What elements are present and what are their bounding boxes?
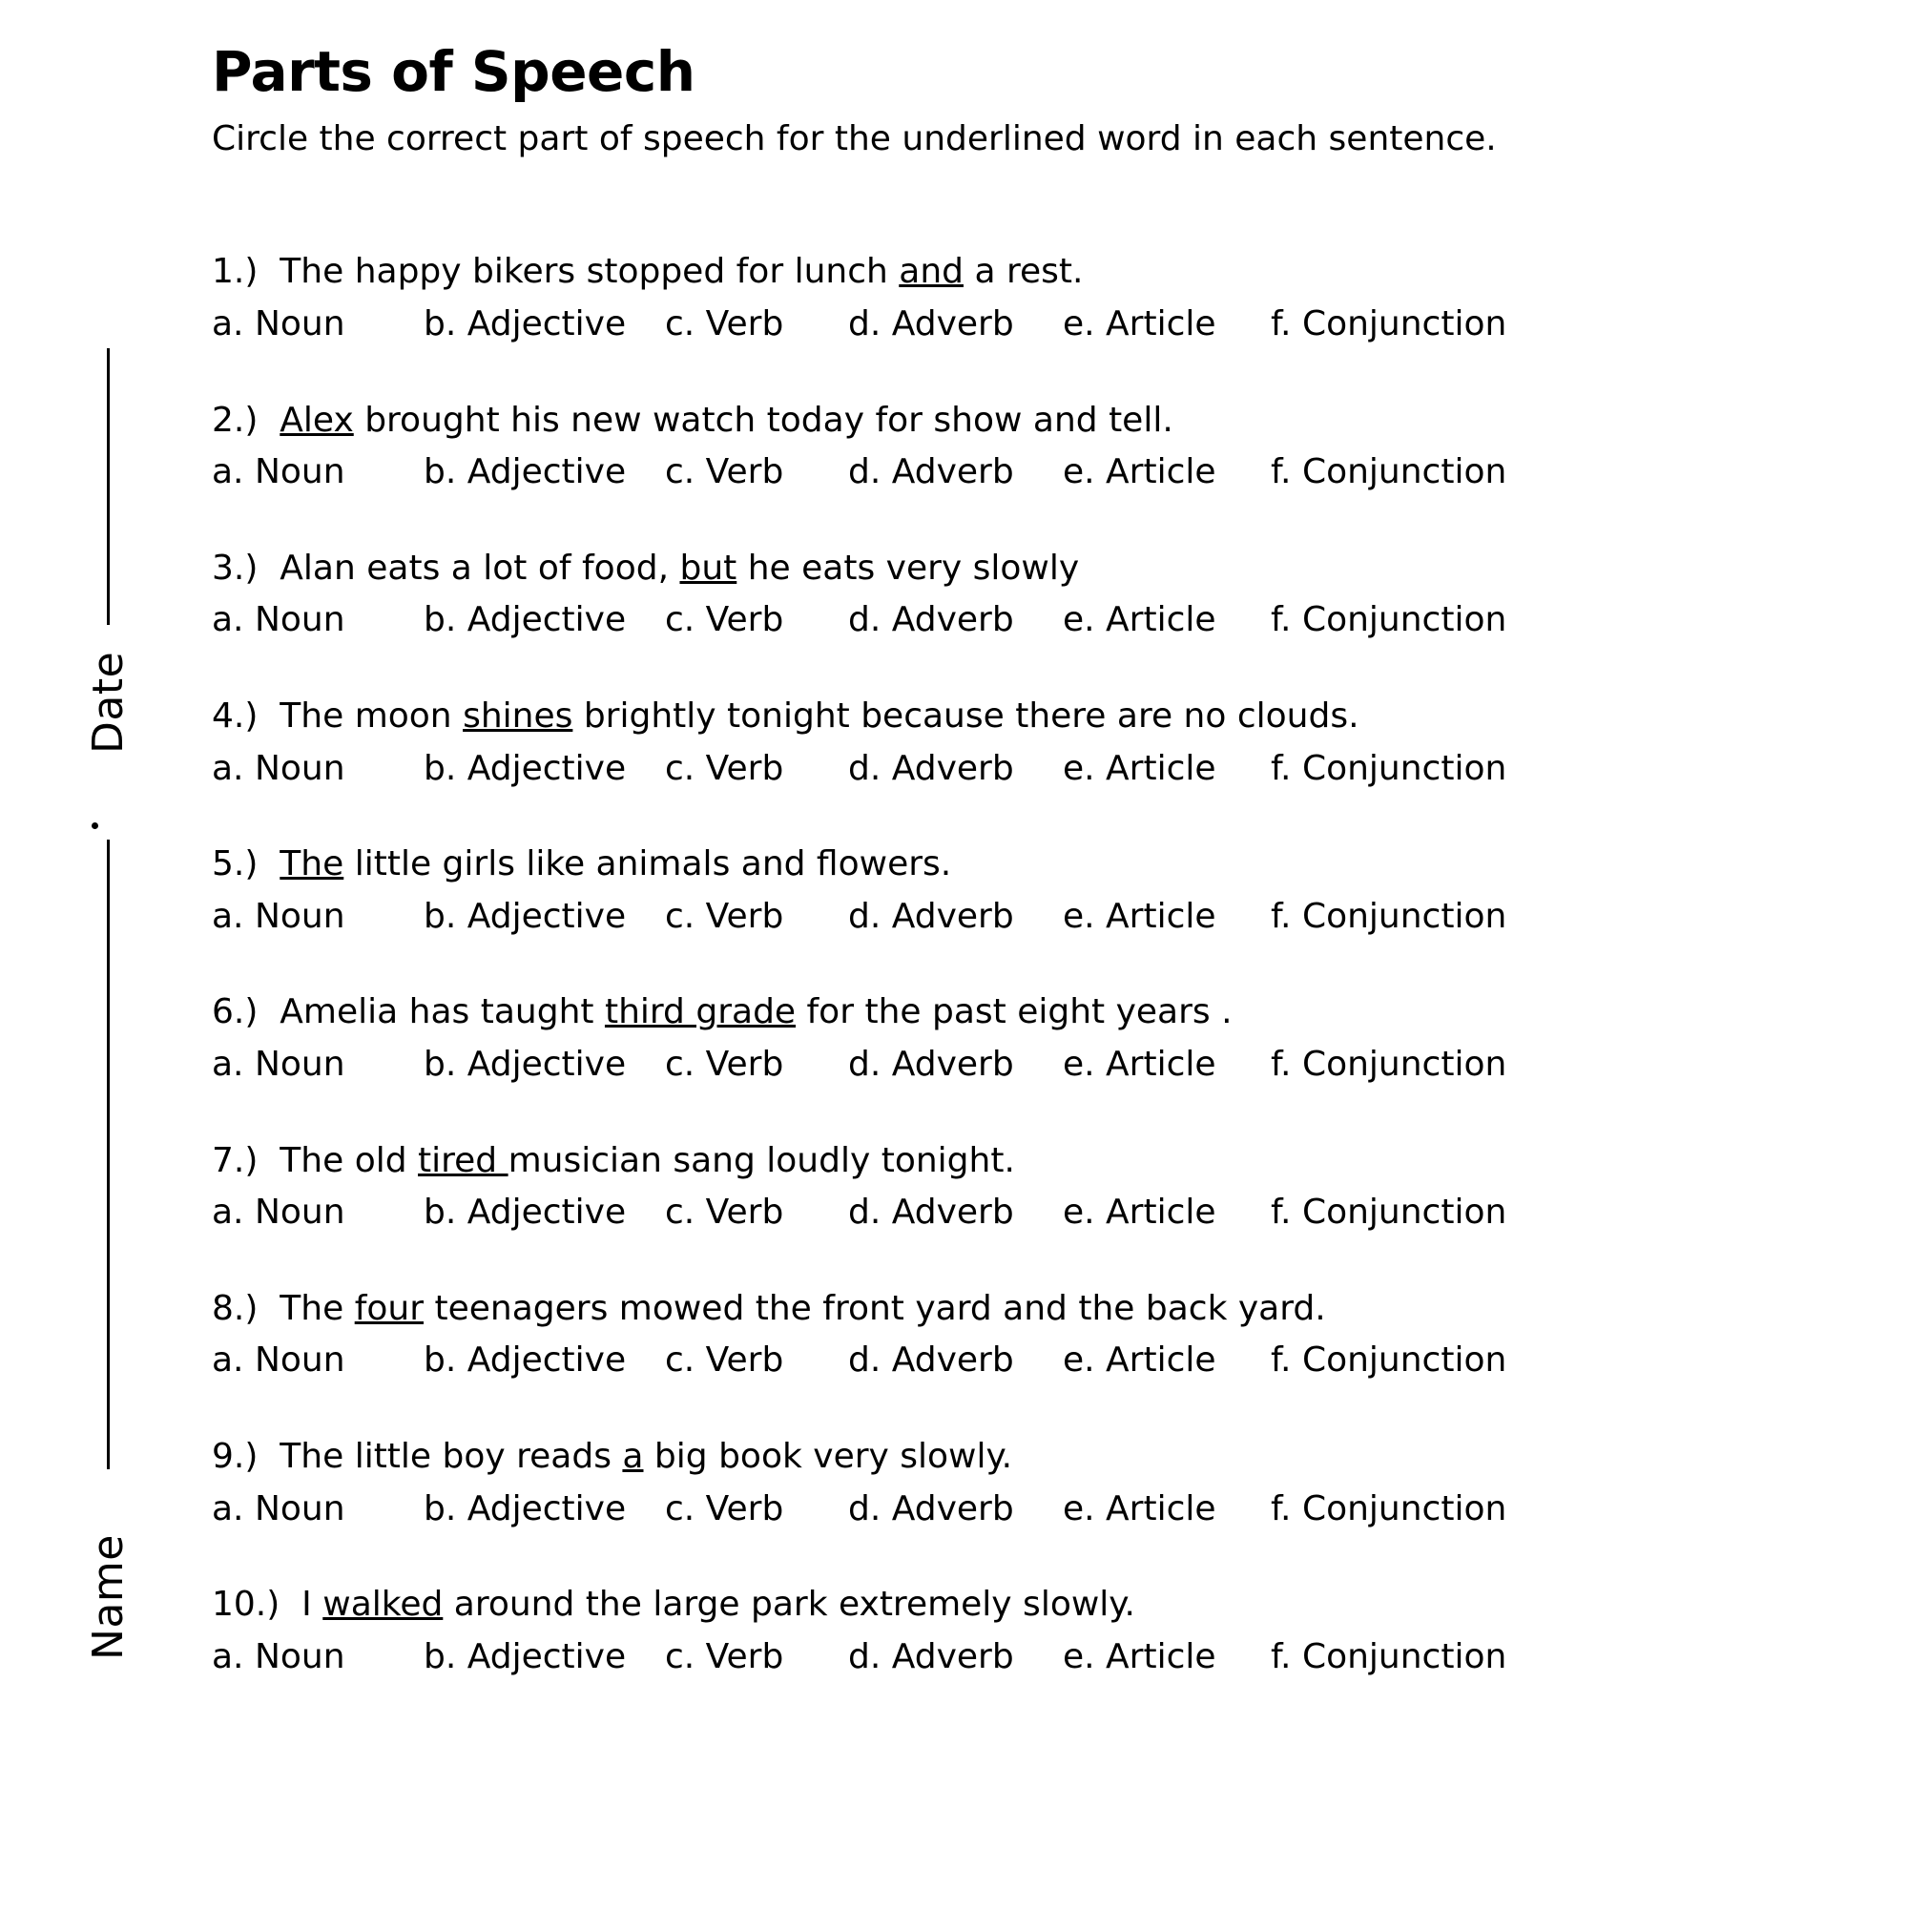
answer-choice-f[interactable]: f. Conjunction [1271,1340,1507,1381]
answer-choice-f[interactable]: f. Conjunction [1271,748,1507,788]
question-item [212,249,1834,347]
answer-choice-d[interactable]: d. Adverb [848,748,1014,788]
question-sentence [212,989,1834,1036]
question-number: 10.) [212,1585,280,1625]
underlined-word: but [679,548,737,588]
sentence-text-after: brightly tonight because there are no clouds. [572,696,1359,737]
instructions-text: Circle the correct part of speech for the underlined word in each sentence. [212,118,1497,158]
answer-choice-c[interactable]: c. Verb [665,1636,784,1676]
underlined-word: a [622,1436,644,1476]
answer-choice-b[interactable]: b. Adjective [424,304,627,344]
answer-choices [212,1486,1834,1533]
answer-choice-e[interactable]: e. Article [1063,304,1216,344]
answer-choice-d[interactable]: d. Adverb [848,1340,1014,1381]
answer-choice-e[interactable]: e. Article [1063,452,1216,492]
answer-choice-f[interactable]: f. Conjunction [1271,1045,1507,1085]
margin-header-area [0,0,143,1932]
answer-choice-c[interactable]: c. Verb [665,1045,784,1085]
sentence-text-after: around the large park extremely slowly. [443,1585,1135,1625]
question-item [212,1582,1834,1680]
date-write-line[interactable] [107,348,110,625]
page-title: Parts of Speech [212,39,695,104]
sentence-text-after: a rest. [964,252,1084,292]
underlined-word: four [354,1288,425,1328]
answer-choice-b[interactable]: b. Adjective [424,748,627,788]
underlined-word: walked [322,1585,444,1625]
question-sentence [212,1434,1834,1481]
answer-choice-b[interactable]: b. Adjective [424,896,627,936]
sentence-text-before: Alan eats a lot of food, [258,548,680,588]
question-sentence [212,398,1834,445]
sentence-text-after: brought his new watch today for show and tell. [353,400,1173,440]
answer-choice-e[interactable]: e. Article [1063,1045,1216,1085]
answer-choice-c[interactable]: c. Verb [665,1193,784,1233]
question-item [212,546,1834,644]
answer-choice-a[interactable]: a. Noun [212,600,345,640]
question-sentence [212,841,1834,888]
question-number: 8.) [212,1288,259,1328]
underlined-word: tired [418,1140,508,1180]
answer-choice-d[interactable]: d. Adverb [848,304,1014,344]
question-number: 9.) [212,1436,259,1476]
answer-choice-d[interactable]: d. Adverb [848,600,1014,640]
sentence-text-after: big book very slowly. [643,1436,1013,1476]
answer-choice-b[interactable]: b. Adjective [424,452,627,492]
question-number: 5.) [212,844,259,884]
name-write-line[interactable] [107,840,110,1469]
sentence-text-before: The happy bikers stopped for lunch [258,252,900,292]
question-number: 1.) [212,252,259,292]
sentence-text-before: I [280,1585,323,1625]
question-sentence [212,249,1834,296]
sentence-text-after: he eats very slowly [736,548,1080,588]
question-item [212,398,1834,496]
answer-choice-f[interactable]: f. Conjunction [1271,1193,1507,1233]
answer-choice-a[interactable]: a. Noun [212,1636,345,1676]
answer-choices [212,301,1834,348]
question-sentence [212,546,1834,592]
sentence-text-before: The little boy reads [258,1436,623,1476]
sentence-text-before [258,401,280,440]
answer-choice-f[interactable]: f. Conjunction [1271,452,1507,492]
sentence-text-before [258,844,280,883]
answer-choice-a[interactable]: a. Noun [212,748,345,788]
sentence-text-after: for the past eight years . [796,992,1233,1032]
answer-choice-f[interactable]: f. Conjunction [1271,896,1507,936]
answer-choice-c[interactable]: c. Verb [665,1488,784,1528]
answer-choices [212,1338,1834,1384]
sentence-text-before: The moon [258,696,464,737]
underlined-word: The [280,844,344,884]
question-item [212,694,1834,792]
answer-choice-e[interactable]: e. Article [1063,1193,1216,1233]
date-label: Date [84,651,133,754]
question-sentence [212,1138,1834,1185]
answer-choice-e[interactable]: e. Article [1063,748,1216,788]
answer-choice-d[interactable]: d. Adverb [848,452,1014,492]
answer-choice-b[interactable]: b. Adjective [424,600,627,640]
answer-choice-a[interactable]: a. Noun [212,896,345,936]
sentence-text-after: musician sang loudly tonight. [508,1140,1015,1180]
answer-choice-a[interactable]: a. Noun [212,1488,345,1528]
answer-choice-e[interactable]: e. Article [1063,896,1216,936]
answer-choice-b[interactable]: b. Adjective [424,1045,627,1085]
answer-choice-b[interactable]: b. Adjective [424,1193,627,1233]
answer-choice-c[interactable]: c. Verb [665,748,784,788]
sentence-text-before: The [258,1288,355,1328]
answer-choices [212,894,1834,941]
margin-separator-dot [92,822,98,829]
answer-choice-d[interactable]: d. Adverb [848,1636,1014,1676]
worksheet-body [212,0,1834,1730]
answer-choice-a[interactable]: a. Noun [212,1045,345,1085]
question-item [212,1434,1834,1532]
answer-choice-f[interactable]: f. Conjunction [1271,600,1507,640]
underlined-word: shines [463,696,573,737]
answer-choice-c[interactable]: c. Verb [665,1340,784,1381]
answer-choice-d[interactable]: d. Adverb [848,1488,1014,1528]
answer-choice-e[interactable]: e. Article [1063,1636,1216,1676]
answer-choice-a[interactable]: a. Noun [212,304,345,344]
question-number: 4.) [212,696,259,737]
sentence-text-before: The old [258,1140,419,1180]
question-number: 3.) [212,548,259,588]
answer-choices [212,597,1834,644]
answer-choice-d[interactable]: d. Adverb [848,1193,1014,1233]
question-number: 6.) [212,992,259,1032]
answer-choice-d[interactable]: d. Adverb [848,896,1014,936]
question-number: 7.) [212,1140,259,1180]
question-item [212,841,1834,940]
answer-choice-b[interactable]: b. Adjective [424,1488,627,1528]
answer-choices [212,1190,1834,1236]
answer-choice-d[interactable]: d. Adverb [848,1045,1014,1085]
name-label: Name [84,1534,133,1660]
answer-choice-e[interactable]: e. Article [1063,1488,1216,1528]
question-item [212,1286,1834,1384]
question-sentence [212,694,1834,740]
answer-choice-a[interactable]: a. Noun [212,1340,345,1381]
answer-choice-c[interactable]: c. Verb [665,896,784,936]
answer-choice-e[interactable]: e. Article [1063,600,1216,640]
answer-choice-e[interactable]: e. Article [1063,1340,1216,1381]
answer-choice-f[interactable]: f. Conjunction [1271,304,1507,344]
underlined-word: Alex [280,400,354,440]
answer-choices [212,1042,1834,1089]
answer-choice-c[interactable]: c. Verb [665,600,784,640]
answer-choices [212,1634,1834,1681]
question-sentence [212,1582,1834,1629]
answer-choice-b[interactable]: b. Adjective [424,1340,627,1381]
answer-choice-c[interactable]: c. Verb [665,304,784,344]
underlined-word: and [899,252,964,292]
sentence-text-before: Amelia has taught [258,992,605,1032]
question-list [212,249,1834,1680]
answer-choice-f[interactable]: f. Conjunction [1271,1636,1507,1676]
answer-choices [212,746,1834,793]
sentence-text-after: little girls like animals and flowers. [343,844,952,884]
sentence-text-after: teenagers mowed the front yard and the back yard. [424,1288,1326,1328]
underlined-word: third grade [604,992,797,1032]
answer-choices [212,449,1834,496]
question-item [212,989,1834,1088]
answer-choice-c[interactable]: c. Verb [665,452,784,492]
answer-choice-a[interactable]: a. Noun [212,1193,345,1233]
question-sentence [212,1286,1834,1333]
answer-choice-b[interactable]: b. Adjective [424,1636,627,1676]
question-item [212,1138,1834,1236]
answer-choice-f[interactable]: f. Conjunction [1271,1488,1507,1528]
answer-choice-a[interactable]: a. Noun [212,452,345,492]
question-number: 2.) [212,400,259,440]
